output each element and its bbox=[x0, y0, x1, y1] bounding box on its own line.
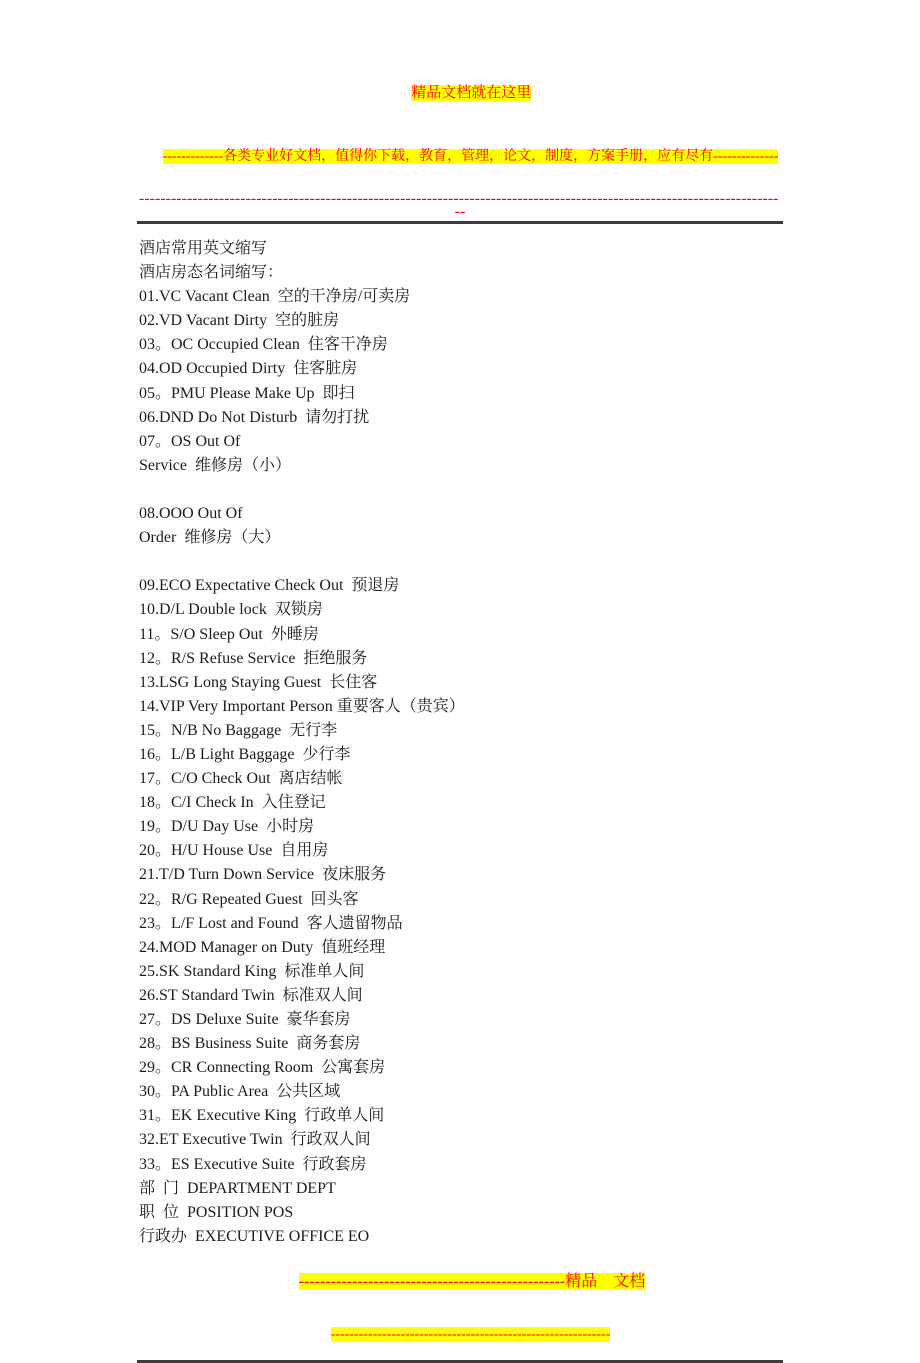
text-line: 32.ET Executive Twin 行政双人间 bbox=[139, 1131, 371, 1149]
promo-banner-row bbox=[0, 125, 920, 188]
text-line: 13.LSG Long Staying Guest 长住客 bbox=[139, 673, 378, 691]
text-line: 31。EK Executive King 行政单人间 bbox=[139, 1107, 385, 1125]
footer-banner-row bbox=[0, 1252, 920, 1312]
dashed-separator: ------------------------------------------------------------------------------------------------------------------------ bbox=[139, 190, 779, 207]
text-line: 25.SK Standard King 标准单人间 bbox=[139, 962, 365, 980]
text-line: 30。PA Public Area 公共区域 bbox=[139, 1083, 341, 1101]
text-line: Order 维修房（大） bbox=[139, 529, 281, 547]
footer-dashes: ------------------------------------------------------------ bbox=[330, 1326, 611, 1342]
promo-badge-row bbox=[0, 62, 920, 125]
text-line: 21.T/D Turn Down Service 夜床服务 bbox=[139, 866, 387, 884]
text-line: 部 门 DEPARTMENT DEPT bbox=[139, 1179, 336, 1197]
horizontal-rule-top bbox=[137, 221, 783, 224]
text-line: 行政办 EXECUTIVE OFFICE EO bbox=[139, 1227, 370, 1245]
promo-banner: -------------各类专业好文档，值得你下载，教育，管理，论文，制度，方案手册，应有尽有-------------- bbox=[162, 149, 779, 164]
text-line: 15。N/B No Baggage 无行李 bbox=[139, 721, 338, 739]
text-line: 09.ECO Expectative Check Out 预退房 bbox=[139, 577, 400, 595]
text-line: 03。OC Occupied Clean 住客干净房 bbox=[139, 336, 388, 354]
text-line: 14.VIP Very Important Person 重要客人（贵宾） bbox=[139, 697, 465, 715]
footer-banner: --------------------------------------------------精品 文档 bbox=[298, 1272, 646, 1290]
text-line: 33。ES Executive Suite 行政套房 bbox=[139, 1155, 367, 1173]
text-line: 10.D/L Double lock 双锁房 bbox=[139, 601, 323, 619]
text-line: Service 维修房（小） bbox=[139, 456, 291, 474]
text-line: 23。L/F Lost and Found 客人遗留物品 bbox=[139, 914, 403, 932]
text-line: 07。OS Out Of bbox=[139, 432, 241, 450]
text-line: 酒店常用英文缩写 bbox=[139, 240, 268, 257]
text-line: 06.DND Do Not Disturb 请勿打扰 bbox=[139, 408, 370, 426]
text-line bbox=[139, 550, 920, 574]
dashed-separator-remainder: -- bbox=[454, 203, 466, 220]
text-line: 27。DS Deluxe Suite 豪华套房 bbox=[139, 1011, 351, 1028]
text-line: 职 位 POSITION POS bbox=[139, 1203, 294, 1221]
text-line: 02.VD Vacant Dirty 空的脏房 bbox=[139, 312, 340, 330]
text-line: 01.VC Vacant Clean 空的干净房/可卖房 bbox=[139, 288, 411, 306]
promo-badge: 精品文档就在这里 bbox=[411, 85, 532, 101]
text-line: 22。R/G Repeated Guest 回头客 bbox=[139, 890, 359, 908]
text-line: 24.MOD Manager on Duty 值班经理 bbox=[139, 938, 386, 956]
text-line bbox=[139, 478, 920, 502]
text-line: 16。L/B Light Baggage 少行李 bbox=[139, 745, 351, 763]
text-line: 08.OOO Out Of bbox=[139, 505, 243, 523]
text-line: 酒店房态名词缩写： bbox=[139, 264, 284, 282]
footer-dash-row bbox=[0, 1312, 920, 1357]
text-line: 11。S/O Sleep Out 外睡房 bbox=[139, 625, 319, 643]
text-line: 04.OD Occupied Dirty 住客脏房 bbox=[139, 360, 358, 378]
text-line: 18。C/I Check In 入住登记 bbox=[139, 794, 326, 812]
text-line: 29。CR Connecting Room 公寓套房 bbox=[139, 1059, 386, 1077]
promo-footer bbox=[0, 1252, 920, 1363]
text-line: 26.ST Standard Twin 标准双人间 bbox=[139, 986, 363, 1004]
text-line: 28。BS Business Suite 商务套房 bbox=[139, 1035, 361, 1053]
text-line: 20。H/U House Use 自用房 bbox=[139, 842, 329, 860]
text-line: 19。D/U Day Use 小时房 bbox=[139, 818, 315, 836]
text-line: 12。R/S Refuse Service 拒绝服务 bbox=[139, 649, 368, 667]
text-line: 17。C/O Check Out 离店结帐 bbox=[139, 770, 343, 788]
document-body bbox=[139, 237, 920, 1249]
promo-header bbox=[0, 0, 920, 224]
text-line: 05。PMU Please Make Up 即扫 bbox=[139, 384, 355, 402]
horizontal-rule-bottom bbox=[137, 1360, 783, 1363]
